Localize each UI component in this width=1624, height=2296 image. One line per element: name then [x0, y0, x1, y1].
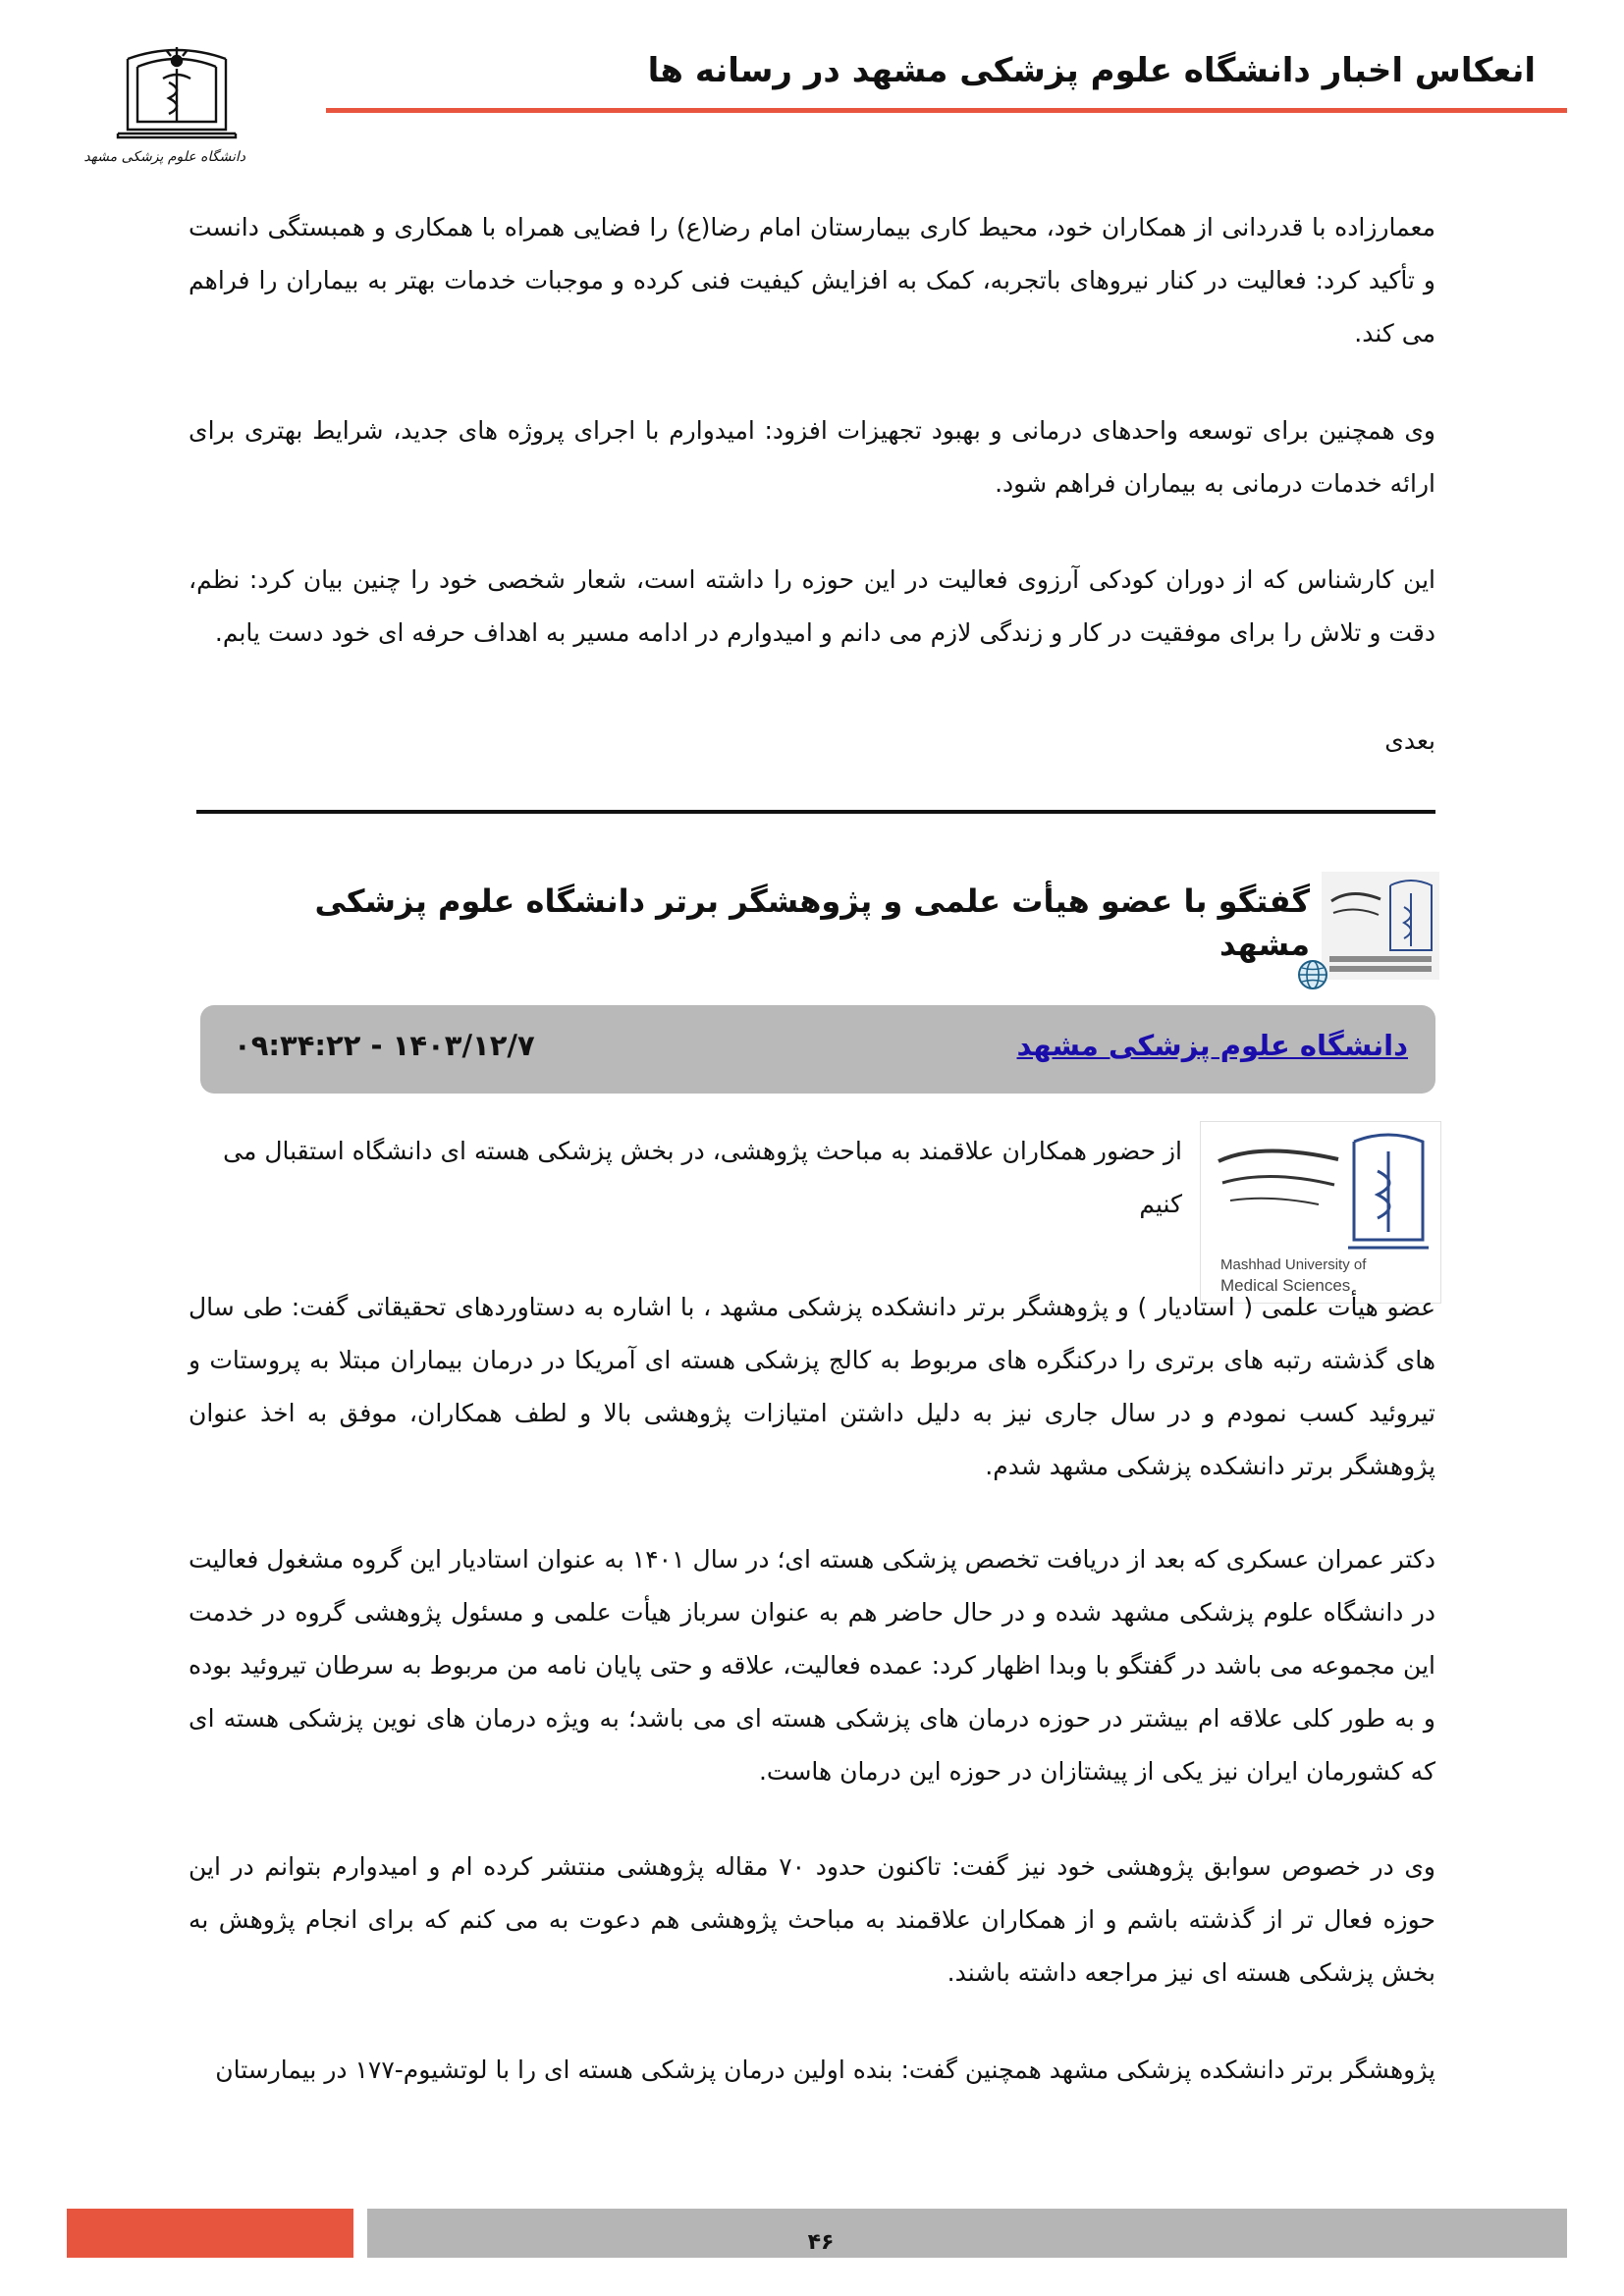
- next-article-link[interactable]: بعدی: [1384, 726, 1435, 755]
- image-caption-line2: Medical Sciences: [1220, 1276, 1351, 1295]
- globe-icon[interactable]: [1296, 958, 1329, 991]
- article1-paragraph-2: وی همچنین برای توسعه واحدهای درمانی و بهبود تجهیزات افزود: امیدوارم با اجرای پروژه های جدید، شرایط بهتری برای ارائه خدمات درمانی به بیماران فراهم شود.: [189, 416, 1435, 498]
- article2-paragraph-4: پژوهشگر برتر دانشکده پزشکی مشهد همچنین گفت: بنده اولین درمان پزشکی هسته ای را با لوتشیوم-۱۷۷ در بیمارستان: [215, 2056, 1435, 2084]
- image-caption-line1: Mashhad University of: [1220, 1256, 1367, 1273]
- next-link-row: [189, 715, 1435, 768]
- article2-paragraph-1: عضو هیأت علمی ( استادیار ) و پژوهشگر برتر دانشکده پزشکی مشهد ، با اشاره به دستاوردهای تحقیقاتی گفت: طی سال های گذشته رتبه های برتری را درکنگره های مربوط به کالج پزشکی هسته ای آمریکا در درمان بیماران مبتلا به پروستات و تیروئید کسب نمودم و در سال جاری نیز به دلیل داشتن امتیازات پژوهشی بالا و لطف همکاران، موفق به اخذ عنوان پژوهشگر برتر دانشکده پزشکی مشهد شدم.: [189, 1293, 1435, 1480]
- source-bar: [200, 1005, 1435, 1094]
- article-thumbnail: [1322, 872, 1439, 980]
- footer-bar: [367, 2209, 1567, 2258]
- article1-paragraph-3: این کارشناس که از دوران کودکی آرزوی فعالیت در این حوزه را داشته است، شعار شخصی خود را چنین بیان کرد: نظم، دقت و تلاش را برای موفقیت در کار و زندگی لازم می دانم و امیدوارم در ادامه مسیر به اهداف حرفه ای خود دست یابم.: [189, 565, 1435, 647]
- logo-caption: دانشگاه علوم پزشکی مشهد: [83, 149, 245, 165]
- article2-paragraph-2: دکتر عمران عسکری که بعد از دریافت تخصص پزشکی هسته ای؛ در سال ۱۴۰۱ به عنوان استادیار این گروه مشغول فعالیت در دانشگاه علوم پزشکی مشهد شده و در حال حاضر هم به عنوان سرباز هیأت علمی و مسئول پژوهشی گروه در خدمت این مجموعه می باشد در گفتگو با وبدا اظهار کرد: عمده فعالیت، علاقه و حتی پایان نامه من مربوط به سرطان تیروئید بوده و به طور کلی علاقه ام بیشتر در حوزه درمان های پزشکی هسته ای می باشد؛ به ویژه درمان های نوین پزشکی هسته ای که کشورمان ایران نیز یکی از پیشتازان در حوزه این درمان هاست.: [189, 1545, 1435, 1786]
- article1-paragraph-1: معمارزاده با قدردانی از همکاران خود، محیط کاری بیمارستان امام رضا(ع) را فضایی همراه با همکاری و همبستگی دانست و تأکید کرد: فعالیت در کنار نیروهای باتجربه، کمک به افزایش کیفیت فنی کرده و موجبات خدمات بهتر به بیماران را فراهم می کند.: [189, 213, 1435, 347]
- university-logo-image-icon: [1201, 1122, 1440, 1303]
- page-header-title: انعکاس اخبار دانشگاه علوم پزشکی مشهد در رسانه ها: [647, 51, 1536, 90]
- university-emblem-icon: [108, 39, 245, 147]
- article-image: [1200, 1121, 1441, 1304]
- university-logo-thumbnail-icon: [1322, 872, 1439, 980]
- article-separator: [196, 810, 1435, 814]
- source-link[interactable]: دانشگاه علوم پزشکی مشهد: [1016, 1029, 1408, 1062]
- article2-intro: از حضور همکاران علاقمند به مباحث پژوهشی، در بخش پزشکی هسته ای دانشگاه استقبال می کنیم: [223, 1137, 1182, 1218]
- publish-datetime: ۱۴۰۳/۱۲/۷ - ۰۹:۳۴:۲۲: [234, 1029, 535, 1062]
- article2-title[interactable]: گفتگو با عضو هیأت علمی و پژوهشگر برتر دانشگاه علوم پزشکی مشهد: [314, 882, 1310, 963]
- article2-paragraph-3: وی در خصوص سوابق پژوهشی خود نیز گفت: تاکنون حدود ۷۰ مقاله پژوهشی منتشر کرده ام و امیدوارم بتوانم در این حوزه فعال تر از گذشته باشم و از همکاران علاقمند به مباحث پژوهشی هم دعوت به می کنم که برای انجام پژوهش به بخش پزشکی هسته ای نیز مراجعه داشته باشند.: [189, 1852, 1436, 1987]
- header-divider: [326, 108, 1567, 113]
- page-number: ۴۶: [807, 2230, 835, 2255]
- footer-accent-bar: [67, 2209, 353, 2258]
- university-logo: [83, 39, 245, 167]
